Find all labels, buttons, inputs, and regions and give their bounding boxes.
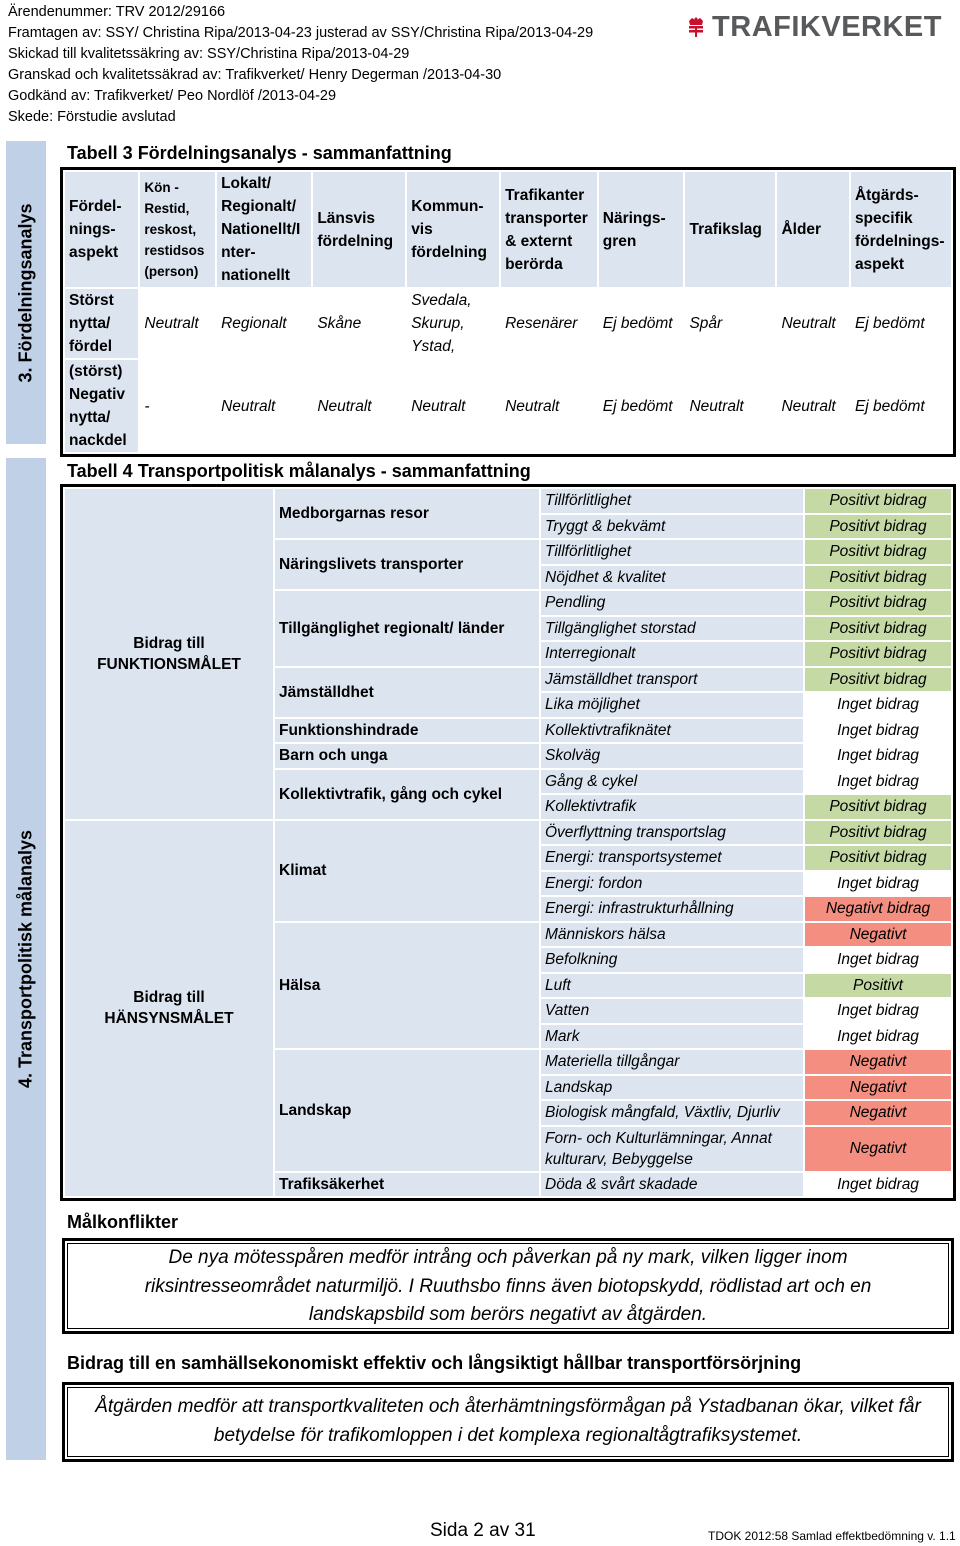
assessment-cell: Negativt bbox=[804, 1049, 952, 1075]
header-line: Granskad och kvalitetssäkrad av: Trafikverket/ Henry Degerman /2013-04-30 bbox=[8, 67, 502, 83]
page-number: Sida 2 av 31 bbox=[430, 1520, 536, 1541]
header-line: Skede: Förstudie avslutad bbox=[8, 109, 176, 125]
sub-objective: Överflyttning transportslag bbox=[540, 820, 804, 846]
objective: Medborgarnas resor bbox=[274, 488, 540, 539]
logo-text: TRAFIKVERKET bbox=[712, 10, 942, 43]
assessment-cell: Negativt bbox=[804, 1075, 952, 1101]
assessment-cell: Inget bidrag bbox=[804, 743, 952, 769]
header-line: Godkänd av: Trafikverket/ Peo Nordlöf /2013-04-29 bbox=[8, 88, 337, 104]
assessment-cell: Positivt bidrag bbox=[804, 514, 952, 540]
table-cell: Regionalt bbox=[216, 288, 312, 359]
crown-icon bbox=[686, 5, 706, 49]
goal-analysis-table bbox=[63, 487, 953, 1198]
assessment-cell: Positivt bidrag bbox=[804, 641, 952, 667]
sub-objective: Kollektivtrafiknätet bbox=[540, 718, 804, 744]
conflicts-box bbox=[62, 1238, 954, 1334]
sub-objective: Pendling bbox=[540, 590, 804, 616]
header-line: Ärendenummer: TRV 2012/29166 bbox=[8, 4, 226, 20]
assessment-cell: Inget bidrag bbox=[804, 947, 952, 973]
sub-objective: Lika möjlighet bbox=[540, 692, 804, 718]
assessment-cell: Inget bidrag bbox=[804, 1172, 952, 1198]
section-4-label: 4. Transportpolitisk målanalys bbox=[15, 829, 36, 1089]
sub-objective: Tillgänglighet storstad bbox=[540, 616, 804, 642]
header-line: Framtagen av: SSY/ Christina Ripa/2013-04-23 justerad av SSY/Christina Ripa/2013-04-29 bbox=[8, 25, 594, 41]
header-cell: Länsvis fördelning bbox=[312, 171, 406, 288]
assessment-cell: Inget bidrag bbox=[804, 769, 952, 795]
distribution-table bbox=[63, 170, 953, 454]
table-cell: Ej bedömt bbox=[598, 359, 685, 453]
table-cell: Neutralt bbox=[500, 359, 598, 453]
header-cell: Kön - Restid, reskost, restidsos (person) bbox=[139, 171, 216, 288]
objective: Tillgänglighet regionalt/ länder bbox=[274, 590, 540, 667]
header-cell: Fördel- nings- aspekt bbox=[64, 171, 139, 288]
sub-objective: Tryggt & bekvämt bbox=[540, 514, 804, 540]
objective: Landskap bbox=[274, 1049, 540, 1172]
assessment-cell: Positivt bidrag bbox=[804, 667, 952, 693]
conflicts-text: De nya mötesspåren medför intrång och påverkan på ny mark, vilken ligger inom riksintresseområdet naturmiljö. I Ruuthsbo finns även biotopskydd, rödlistad art och en landskapsbild som berörs negativt av åtgärden. bbox=[144, 1247, 872, 1325]
table-cell: Neutralt bbox=[216, 359, 312, 453]
sub-objective: Tillförlitlighet bbox=[540, 488, 804, 514]
sub-objective: Gång & cykel bbox=[540, 769, 804, 795]
section-3-label: 3. Fördelningsanalys bbox=[15, 202, 36, 383]
assessment-cell: Positivt bidrag bbox=[804, 590, 952, 616]
goal-group: Bidrag till HÄNSYNSMÅLET bbox=[64, 820, 274, 1198]
table-cell: Ej bedömt bbox=[850, 288, 952, 359]
table-cell: Spår bbox=[684, 288, 776, 359]
sub-objective: Tillförlitlighet bbox=[540, 539, 804, 565]
objective: Kollektivtrafik, gång och cykel bbox=[274, 769, 540, 820]
sub-objective: Forn- och Kulturlämningar, Annat kulturarv, Bebyggelse bbox=[540, 1126, 804, 1172]
header-cell: Trafikanter transporter & externt berörda bbox=[500, 171, 598, 288]
objective: Barn och unga bbox=[274, 743, 540, 769]
sub-objective: Döda & svårt skadade bbox=[540, 1172, 804, 1198]
table-cell: Ej bedömt bbox=[598, 288, 685, 359]
assessment-cell: Negativt bidrag bbox=[804, 896, 952, 922]
sub-objective: Jämställdhet transport bbox=[540, 667, 804, 693]
table-cell: Svedala, Skurup, Ystad, bbox=[406, 288, 500, 359]
sub-objective: Kollektivtrafik bbox=[540, 794, 804, 820]
sub-objective: Vatten bbox=[540, 998, 804, 1024]
document-header bbox=[8, 2, 593, 128]
sub-objective: Landskap bbox=[540, 1075, 804, 1101]
assessment-cell: Inget bidrag bbox=[804, 718, 952, 744]
section-3-sidebar bbox=[6, 141, 46, 444]
assessment-cell: Positivt bidrag bbox=[804, 794, 952, 820]
sub-objective: Energi: transportsystemet bbox=[540, 845, 804, 871]
document-id: TDOK 2012:58 Samlad effektbedömning v. 1.1 bbox=[708, 1529, 956, 1543]
objective: Jämställdhet bbox=[274, 667, 540, 718]
assessment-cell: Positivt bidrag bbox=[804, 539, 952, 565]
sub-objective: Skolväg bbox=[540, 743, 804, 769]
table-cell: Neutralt bbox=[776, 288, 849, 359]
table-cell: Skåne bbox=[312, 288, 406, 359]
header-cell: Kommun- vis fördelning bbox=[406, 171, 500, 288]
assessment-cell: Inget bidrag bbox=[804, 692, 952, 718]
sub-objective: Befolkning bbox=[540, 947, 804, 973]
table-3-title: Tabell 3 Fördelningsanalys - sammanfattning bbox=[67, 143, 452, 163]
header-cell: Lokalt/ Regionalt/ Nationellt/I nter- nationellt bbox=[216, 171, 312, 288]
table-cell: Neutralt bbox=[684, 359, 776, 453]
sub-objective: Nöjdhet & kvalitet bbox=[540, 565, 804, 591]
assessment-cell: Negativt bbox=[804, 922, 952, 948]
assessment-cell: Negativt bbox=[804, 1100, 952, 1126]
assessment-cell: Positivt bidrag bbox=[804, 488, 952, 514]
row-label: Störst nytta/ fördel bbox=[64, 288, 139, 359]
header-cell: Åtgärds- specifik fördelnings- aspekt bbox=[850, 171, 952, 288]
sub-objective: Biologisk mångfald, Växtliv, Djurliv bbox=[540, 1100, 804, 1126]
objective: Hälsa bbox=[274, 922, 540, 1050]
assessment-cell: Inget bidrag bbox=[804, 871, 952, 897]
sub-objective: Interregionalt bbox=[540, 641, 804, 667]
assessment-cell: Positivt bidrag bbox=[804, 616, 952, 642]
header-cell: Närings- gren bbox=[598, 171, 685, 288]
objective: Klimat bbox=[274, 820, 540, 922]
sub-objective: Luft bbox=[540, 973, 804, 999]
table-cell: Neutralt bbox=[312, 359, 406, 453]
table-cell: - bbox=[139, 359, 216, 453]
header-cell: Ålder bbox=[776, 171, 849, 288]
objective: Näringslivets transporter bbox=[274, 539, 540, 590]
sub-objective: Energi: fordon bbox=[540, 871, 804, 897]
sub-objective: Energi: infrastrukturhållning bbox=[540, 896, 804, 922]
assessment-cell: Positivt bidrag bbox=[804, 565, 952, 591]
sub-objective: Människors hälsa bbox=[540, 922, 804, 948]
objective: Funktionshindrade bbox=[274, 718, 540, 744]
assessment-cell: Negativt bbox=[804, 1126, 952, 1172]
conflicts-title: Målkonflikter bbox=[67, 1212, 179, 1232]
sub-objective: Materiella tillgångar bbox=[540, 1049, 804, 1075]
sub-objective: Mark bbox=[540, 1024, 804, 1050]
table-cell: Neutralt bbox=[776, 359, 849, 453]
econ-text: Åtgärden medför att transportkvaliteten och återhämtningsförmågan på Ystadbanan ökar, vilket får betydelse för trafikomloppen i det komplexa regionaltågtrafiksystemet. bbox=[95, 1396, 921, 1446]
goal-group: Bidrag till FUNKTIONSMÅLET bbox=[64, 488, 274, 820]
assessment-cell: Positivt bidrag bbox=[804, 820, 952, 846]
econ-title: Bidrag till en samhällsekonomiskt effektiv och långsiktigt hållbar transportförsörjning bbox=[67, 1353, 802, 1373]
table-cell: Neutralt bbox=[406, 359, 500, 453]
trafikverket-logo bbox=[686, 4, 942, 50]
table-4-title: Tabell 4 Transportpolitisk målanalys - sammanfattning bbox=[67, 461, 531, 481]
header-line: Skickad till kvalitetssäkring av: SSY/Christina Ripa/2013-04-29 bbox=[8, 46, 410, 62]
assessment-cell: Inget bidrag bbox=[804, 998, 952, 1024]
table-cell: Ej bedömt bbox=[850, 359, 952, 453]
table-cell: Neutralt bbox=[139, 288, 216, 359]
econ-box bbox=[62, 1382, 954, 1462]
section-4-sidebar bbox=[6, 458, 46, 1460]
assessment-cell: Positivt bidrag bbox=[804, 845, 952, 871]
table-cell: Resenärer bbox=[500, 288, 598, 359]
row-label: (störst) Negativ nytta/ nackdel bbox=[64, 359, 139, 453]
header-cell: Trafikslag bbox=[684, 171, 776, 288]
assessment-cell: Positivt bbox=[804, 973, 952, 999]
objective: Trafiksäkerhet bbox=[274, 1172, 540, 1198]
assessment-cell: Inget bidrag bbox=[804, 1024, 952, 1050]
